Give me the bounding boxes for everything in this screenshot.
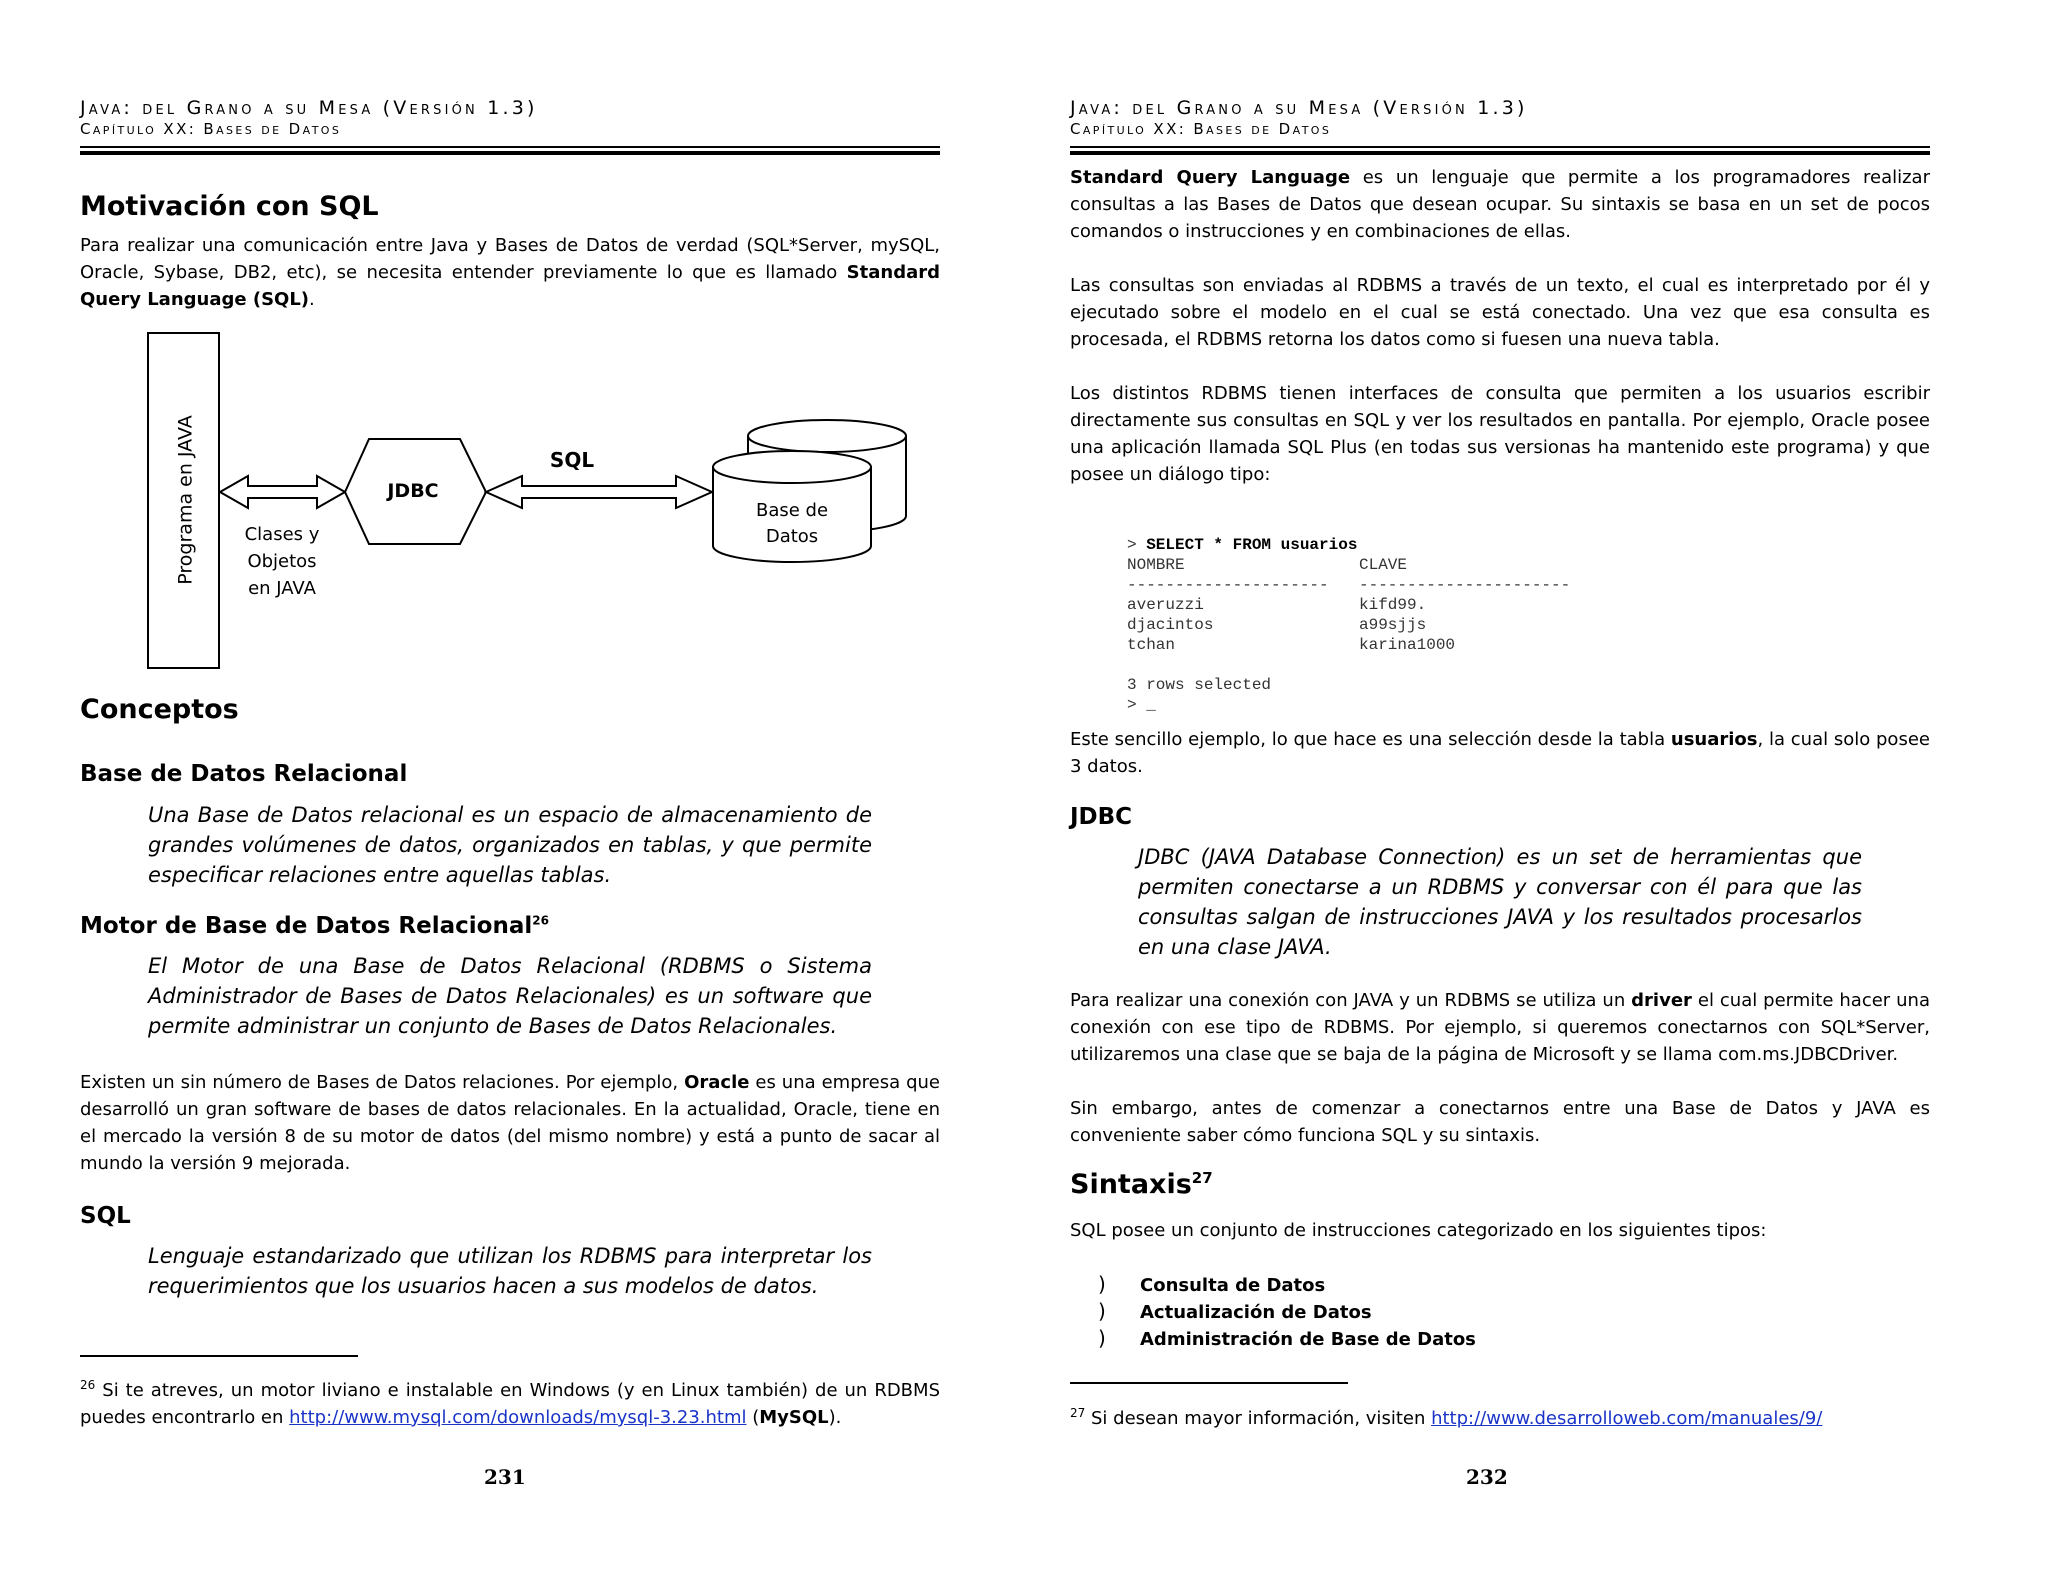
list-item: ) Actualización de Datos xyxy=(1070,1299,1476,1326)
definition-jdbc: JDBC (JAVA Database Connection) es un set de herramientas que permiten conectarse a un RDBMS y conversar con él para que las consultas salgan de instrucciones JAVA y los resultados procesarlos en una clase JAVA. xyxy=(1138,845,1862,959)
heading-conceptos: Conceptos xyxy=(80,694,239,725)
heading-sql: SQL xyxy=(80,1203,131,1229)
page-left xyxy=(0,0,1000,1582)
footnote-26: $^{26}$ Si te atreves, un motor liviano e instalable en Windows (y en Linux también) de un RDBMS puedes encontrarlo en http://www.mysql.com/downloads/mysql-3.23.html (MySQL). xyxy=(80,1378,940,1428)
running-header-chapter: Capítulo XX: Bases de Datos xyxy=(1070,120,1332,138)
arrow-jdbc-db xyxy=(486,476,712,508)
paragraph-sin-embargo: Sin embargo, antes de comenzar a conectarnos entre una Base de Datos y JAVA es conveniente saber cómo funciona SQL y su sintaxis. xyxy=(1070,1098,1930,1146)
heading-jdbc: JDBC xyxy=(1070,804,1133,830)
instruction-types-list xyxy=(1070,1272,1476,1353)
classes-label-line3: en JAVA xyxy=(248,578,316,599)
result-row: tchan karina1000 xyxy=(1127,636,1456,654)
sql-command: SELECT * FROM usuarios xyxy=(1146,536,1358,554)
footnote-ref-27: 27 xyxy=(1191,1169,1213,1187)
paragraph-ejemplo: Este sencillo ejemplo, lo que hace es una selección desde la tabla usuarios, la cual solo posee 3 datos. xyxy=(1070,729,1930,777)
paragraph-oracle: Existen un sin número de Bases de Datos relaciones. Por ejemplo, Oracle es una empresa que desarrolló un gran software de bases de datos relacionales. En la actualidad, Oracle, tiene en el mercado la versión 8 de su motor de datos (del mismo nombre) y está a punto de sacar al mundo la versión 9 mejorada. xyxy=(80,1072,940,1174)
program-label: Programa en JAVA xyxy=(174,415,197,585)
paragraph-intro: Para realizar una comunicación entre Java y Bases de Datos de verdad (SQL*Server, mySQL, Oracle, Sybase, DB2, etc), se necesita entender previamente lo que es llamado Standard Query Language (SQL). xyxy=(80,235,940,310)
page-number: 232 xyxy=(1466,1465,1508,1489)
paragraph-sql-definition: Standard Query Language es un lenguaje que permite a los programadores realizar consultas a las Bases de Datos que desean ocupar. Su sintaxis se basa en un set de pocos comandos o instrucciones y en combinaciones de ellas. xyxy=(1070,167,1930,242)
jdbc-label: JDBC xyxy=(387,480,439,502)
header-rule-thick xyxy=(1070,151,1930,155)
paragraph-driver: Para realizar una conexión con JAVA y un RDBMS se utiliza un driver el cual permite hacer una conexión con ese tipo de RDBMS. Por ejemplo, si queremos conectarnos con SQL*Server, utilizaremos una clase que se baja de la página de Microsoft y se llama com.ms.JDBCDriver. xyxy=(1070,990,1930,1065)
footnote-rule xyxy=(1070,1382,1348,1384)
paragraph-consultas: Las consultas son enviadas al RDBMS a través de un texto, el cual es interpretado por él y ejecutado sobre el modelo en el cual se está conectado. Una vez que esa consulta es procesada, el RDBMS retorna los datos como si fuesen una nueva tabla. xyxy=(1070,275,1930,350)
definition-motor: El Motor de una Base de Datos Relacional (RDBMS o Sistema Administrador de Bases de Datos Relacionales) es un software que permite administrar un conjunto de Bases de Datos Relacionales. xyxy=(148,954,872,1038)
arrow-program-jdbc xyxy=(220,476,345,508)
heading-sintaxis: Sintaxis$^{27}$ xyxy=(1070,1169,1213,1200)
running-header-chapter: Capítulo XX: Bases de Datos xyxy=(80,120,342,138)
list-item: ) Consulta de Datos xyxy=(1070,1272,1476,1299)
heading-motor: Motor de Base de Datos Relacional$^{26}$ xyxy=(80,913,549,939)
sql-plus-dialog: > SELECT * FROM usuarios NOMBRE CLAVE --------------------- ---------------------- averuzzi kifd99. djacintos a99sjjs tchan karina1000 3 rows selected > _ xyxy=(1127,536,1571,714)
classes-label-line2: Objetos xyxy=(247,551,317,572)
sql-label: SQL xyxy=(549,448,595,472)
footnote-27: $^{27}$ Si desean mayor información, visiten http://www.desarrolloweb.com/manuales/9/ xyxy=(1070,1406,1823,1429)
mysql-download-link[interactable]: http://www.mysql.com/downloads/mysql-3.23.html xyxy=(289,1407,747,1428)
definition-sql: Lenguaje estandarizado que utilizan los RDBMS para interpretar los requerimientos que los usuarios hacen a sus modelos de datos. xyxy=(148,1244,872,1298)
classes-label-line1: Clases y xyxy=(244,524,320,545)
list-item: ) Administración de Base de Datos xyxy=(1070,1326,1476,1353)
footnote-rule xyxy=(80,1355,358,1357)
db-label-line1: Base de xyxy=(755,500,829,521)
page-right xyxy=(990,0,1990,1582)
desarrolloweb-link[interactable]: http://www.desarrolloweb.com/manuales/9/ xyxy=(1431,1408,1823,1429)
heading-motivacion: Motivación con SQL xyxy=(80,191,379,222)
result-row: averuzzi kifd99. xyxy=(1127,596,1427,614)
definition-base-datos-relacional: Una Base de Datos relacional es un espacio de almacenamiento de grandes volúmenes de datos, organizados en tablas, y que permite especificar relaciones entre aquellas tablas. xyxy=(148,803,872,887)
paragraph-interfaces: Los distintos RDBMS tienen interfaces de consulta que permiten a los usuarios escribir directamente sus consultas en SQL y ver los resultados en pantalla. Por ejemplo, Oracle posee una aplicación llamada SQL Plus (en todas sus versionas ha mantenido este programa) y que posee un diálogo tipo: xyxy=(1070,383,1930,485)
footnote-ref-26: 26 xyxy=(532,913,549,928)
jdbc-diagram xyxy=(0,0,1000,700)
db-label-line2: Datos xyxy=(765,526,819,547)
running-header-title: Java: del Grano a su Mesa (Versión 1.3) xyxy=(80,97,538,119)
heading-base-datos-relacional: Base de Datos Relacional xyxy=(80,761,408,787)
result-row: djacintos a99sjjs xyxy=(1127,616,1427,634)
paragraph-sintaxis: SQL posee un conjunto de instrucciones categorizado en los siguientes tipos: xyxy=(1070,1220,1767,1241)
page-number: 231 xyxy=(484,1465,526,1489)
running-header-title: Java: del Grano a su Mesa (Versión 1.3) xyxy=(1070,97,1528,119)
header-rule xyxy=(1070,146,1930,148)
